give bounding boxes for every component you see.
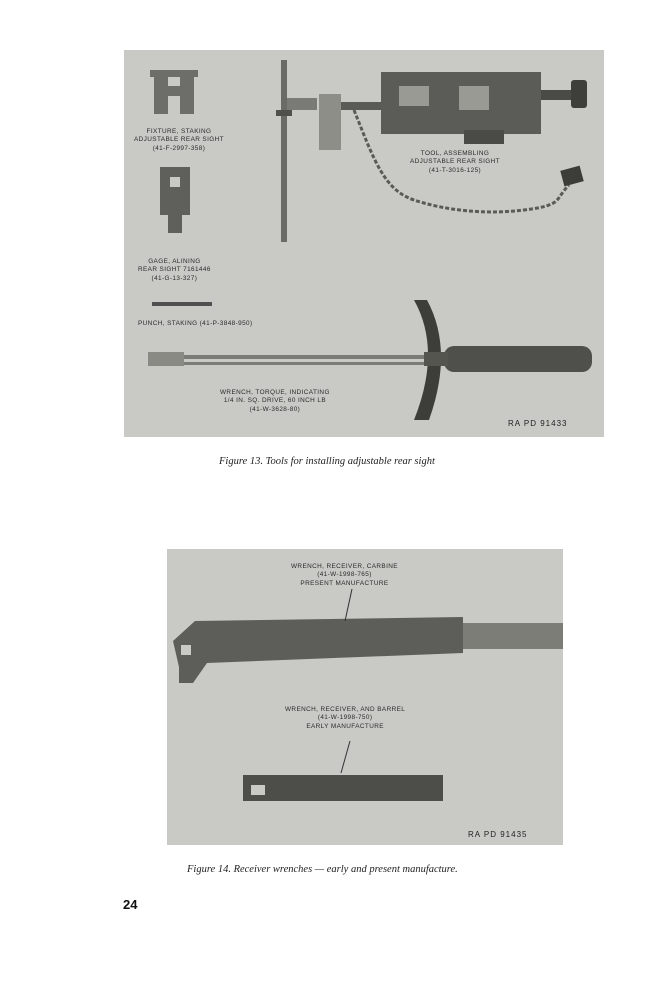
- figure-13-photo: [124, 50, 604, 437]
- torque-wrench-label-line-2: 1/4 IN. SQ. DRIVE, 60 INCH LB: [223, 397, 326, 405]
- tool-label: [410, 150, 500, 175]
- barrel-pointer-line: [341, 741, 350, 773]
- chain-tag-shape: [560, 166, 583, 187]
- punch-shape: [152, 302, 212, 306]
- carbine-wrench-label: [291, 563, 398, 588]
- t-handle-shape: [276, 60, 317, 242]
- barrel-wrench-label-line-2: (41-W-1998-750): [317, 714, 373, 722]
- tool-label-line-2: ADJUSTABLE REAR SIGHT: [410, 158, 500, 166]
- fixture-label-line-2: ADJUSTABLE REAR SIGHT: [134, 136, 224, 144]
- page-number: 24: [123, 897, 138, 912]
- torque-wrench-label-line-1: WRENCH, TORQUE, INDICATING: [220, 389, 330, 396]
- carbine-wrench-shape: [173, 617, 563, 683]
- fixture-label-line-1: FIXTURE, STAKING: [146, 128, 212, 135]
- figure-14-wrenches-illustration: [167, 549, 563, 845]
- gage-label-line-2: REAR SIGHT 7161446: [138, 266, 211, 274]
- figure-14-photo: [167, 549, 563, 845]
- figure-13-code: RA PD 91433: [508, 419, 568, 428]
- carbine-wrench-label-line-3: PRESENT MANUFACTURE: [300, 579, 389, 587]
- figure-13-caption: Figure 13. Tools for installing adjustable rear sight: [219, 456, 435, 467]
- gage-shape: [160, 167, 190, 233]
- gage-label-line-3: (41-G-13-327): [151, 274, 198, 282]
- assembling-tool-shape: [319, 72, 587, 150]
- figure-14-code: RA PD 91435: [468, 830, 528, 839]
- tool-label-line-1: TOOL, ASSEMBLING: [420, 150, 490, 157]
- gage-label: [138, 258, 211, 283]
- fixture-shape: [150, 70, 198, 114]
- torque-wrench-label-line-3: (41-W-3628-80): [249, 405, 301, 413]
- barrel-wrench-label: [285, 706, 405, 731]
- torque-wrench-label: [220, 389, 330, 414]
- carbine-wrench-label-line-1: WRENCH, RECEIVER, CARBINE: [291, 563, 398, 570]
- figure-13-tools-illustration: [124, 50, 604, 437]
- punch-label-text: PUNCH, STAKING (41-P-3848-950): [138, 320, 253, 327]
- carbine-wrench-label-line-2: (41-W-1998-765): [317, 571, 372, 579]
- barrel-wrench-shape: [243, 775, 443, 801]
- gage-label-line-1: GAGE, ALINING: [148, 258, 201, 265]
- figure-14-caption: Figure 14. Receiver wrenches — early and present manufacture.: [187, 864, 458, 875]
- carbine-pointer-line: [345, 589, 352, 621]
- fixture-label-line-3: (41-F-2997-358): [152, 144, 206, 152]
- torque-wrench-shape: [148, 300, 592, 420]
- barrel-wrench-label-line-1: WRENCH, RECEIVER, AND BARREL: [285, 706, 406, 713]
- barrel-wrench-label-line-3: EARLY MANUFACTURE: [306, 722, 384, 730]
- punch-label: [138, 320, 253, 328]
- tool-label-line-3: (41-T-3016-125): [428, 166, 482, 174]
- fixture-label: [134, 128, 224, 153]
